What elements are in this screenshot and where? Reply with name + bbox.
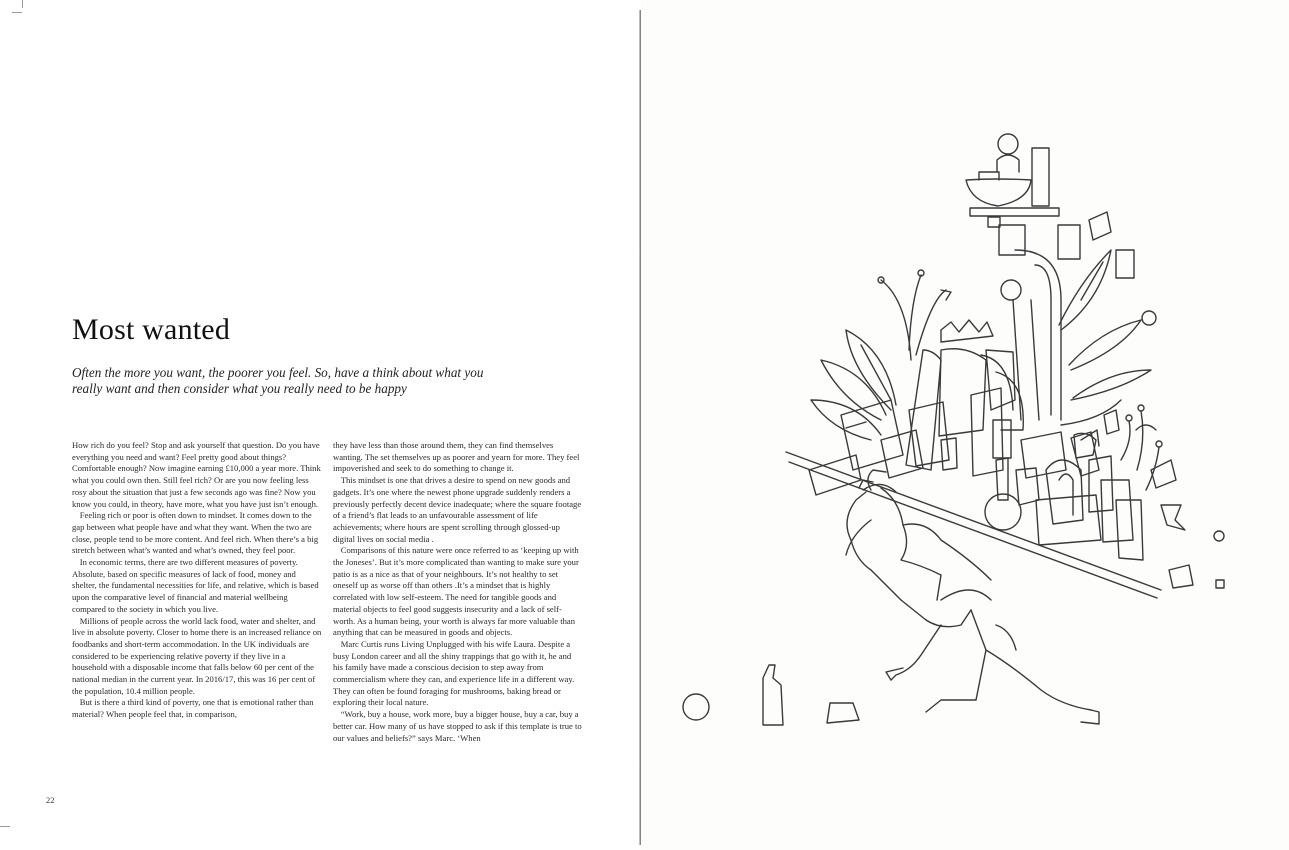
body-paragraph: they have less than those around them, they can find themselves wanting. The set themselves up as poorer and yearn for more. They feel impoverished and seek to do something to change it. [333,440,580,474]
trim-mark [0,826,10,827]
right-page [641,0,1289,850]
body-paragraph: How rich do you feel? Stop and ask yourself that question. Do you have everything you need and want? Feel pretty good about things? Comfortable enough? Now imagine earning £10,000 a year more. Think what you could own then. Still feel rich? Or are you now feeling less rosy about the situation that just a few seconds ago was fine? Now you know you could, in theory, have more, what you have just isn’t enough. [72,440,321,509]
body-column-1 [72,440,322,721]
article-title: Most wanted [72,313,231,346]
trim-mark [12,12,22,13]
body-paragraph: Feeling rich or poor is often down to mindset. It comes down to the gap between what people have and what they want. When the two are close, people tend to be more content. And feel rich. When there’s a big stretch between what’s wanted and what’s owned, they feel poor. [72,510,319,556]
pencil-sketch-icon [641,0,1289,850]
trim-mark [22,0,23,8]
body-paragraph: This mindset is one that drives a desire to spend on new goods and gadgets. It’s one where the newest phone upgrade suddenly renders a previously perfectly decent device inadequate; where the square footage of a friend’s flat leads to an unfavourable assessment of life achievements; where hours are spent scrolling through glossed-up digital lives on social media . [333,475,582,544]
page-number: 22 [46,795,55,805]
body-column-2 [333,440,583,744]
body-paragraph: Millions of people across the world lack food, water and shelter, and live in absolute poverty. Closer to home there is an increased reliance on foodbanks and short-term accommodation. In the UK individuals are considered to be experiencing relative poverty if they live in a household with a disposable income that falls below 60 per cent of the national median in the current year. In 2016/17, this was 16 per cent of the population, 10.4 million people. [72,615,322,696]
body-paragraph: “Work, buy a house, work more, buy a bigger house, buy a car, buy a better car. How many of us have stopped to ask if this template is true to our values and beliefs?” says Marc. ‘When [333,709,582,743]
body-paragraph: Comparisons of this nature were once referred to as ‘keeping up with the Joneses’. But it’s more complicated than wanting to make sure your patio is as a nice as that of your neighbours. It’s not healthy to set oneself up as worse off than others .It’s a mindset that is highly correlated with low self-esteem. The need for tangible goods and material objects to feel good suggests insecurity and a lack of self-worth. As a human being, your worth is always far more valuable than anything that can be measured in goods and objects. [333,545,579,638]
body-paragraph: But is there a third kind of poverty, one that is emotional rather than material? When people feel that, in comparison, [72,697,314,720]
left-page [0,0,640,850]
body-paragraph: Marc Curtis runs Living Unplugged with his wife Laura. Despite a busy London career and all the shiny trappings that go with it, he and his family have made a conscious decision to step away from commercialism where they can, and experience life in a different way. They can often be found foraging for mushrooms, baking bread or exploring their local nature. [333,638,575,708]
article-standfirst: Often the more you want, the poorer you feel. So, have a think about what you really want and then consider what you really need to be happy [72,365,484,396]
body-paragraph: In economic terms, there are two different measures of poverty. Absolute, based on specific measures of lack of food, money and shelter, the fundamental necessities for life, and relative, which is based upon the comparative level of financial and material wellbeing compared to the society in which you live. [72,557,319,614]
